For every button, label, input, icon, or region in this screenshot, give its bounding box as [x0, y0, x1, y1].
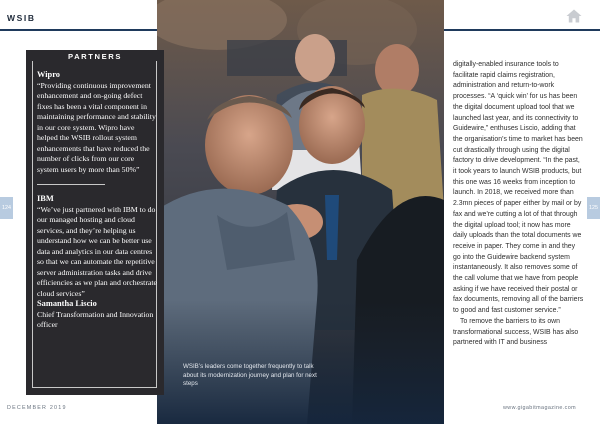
- attribution-role: Chief Transformation and Innovation officer: [37, 309, 154, 329]
- partner-name-ibm: IBM: [37, 194, 54, 203]
- header-rule-left: [0, 29, 157, 31]
- footer-date: DECEMBER 2019: [7, 405, 67, 411]
- partner-quote-wipro: “Providing continuous improvement enhancement and on-going defect fixes has been a vital component in maintaining performance and stability in our core system. Wipro have helped the WSIB rollout system enhancements that have reduced the number of clicks from our core system users by more than 50%”: [37, 80, 156, 174]
- partners-divider: [37, 184, 105, 185]
- partner-name-wipro: Wipro: [37, 70, 60, 79]
- partners-heading-text: PARTNERS: [62, 52, 128, 61]
- partner-quote-ibm: “We’ve just partnered with IBM to do our managed hosting and cloud services, and they’re helping us understand how we can be better use data and analytics in our data centres so that we can automate the repetitive server administration tasks and drive efficiencies as we plan and orchestrate cloud services”: [37, 204, 157, 298]
- header-rule-right: [444, 29, 600, 31]
- meeting-photo: [157, 0, 444, 424]
- home-icon[interactable]: [566, 9, 582, 23]
- article-paragraph: digitally-enabled insurance tools to facilitate rapid claims registration, administration and return-to-work processes. “A ‘quick win’ for us has been the digital document upload tool that we launched last year, and its connectivity to Guidewire,” enthuses Liscio, adding that the organisation’s time to market has been cut drastically through using the digital factory to drive development. “In the past, it took years to launch WSIB products, but this one was 16 weeks from inception to launch. In 2018, we received more than 2.3mn pieces of paper either by mail or by fax and we’re cutting a lot of that through the digital upload tool; it now has more daily uploads than the total documents we receive in paper. They come in and they go into the Guidewire backend system instantaneously. It also removes some of the call volume that we have from people asking if we have received their postal or fax documents, removing all of the barriers to good and fast customer service.”: [453, 61, 584, 315]
- article-paragraph: To remove the barriers to its own transformational success, WSIB has also partnered with IT and business: [453, 317, 579, 347]
- photo-caption: WSIB’s leaders come together frequently to talk about its modernization journey and plan for next steps: [183, 363, 317, 388]
- partners-heading: [26, 52, 164, 61]
- footer-website-link[interactable]: www.gigabitmagazine.com: [503, 405, 577, 411]
- page-number-right: 125: [587, 197, 600, 219]
- attribution-name: Samantha Liscio: [37, 299, 97, 308]
- partners-content: [37, 70, 157, 331]
- masthead-title: WSIB: [7, 13, 36, 23]
- meeting-photo-illustration: [157, 0, 444, 424]
- page-number-left: 124: [0, 197, 13, 219]
- article-body: [453, 60, 584, 349]
